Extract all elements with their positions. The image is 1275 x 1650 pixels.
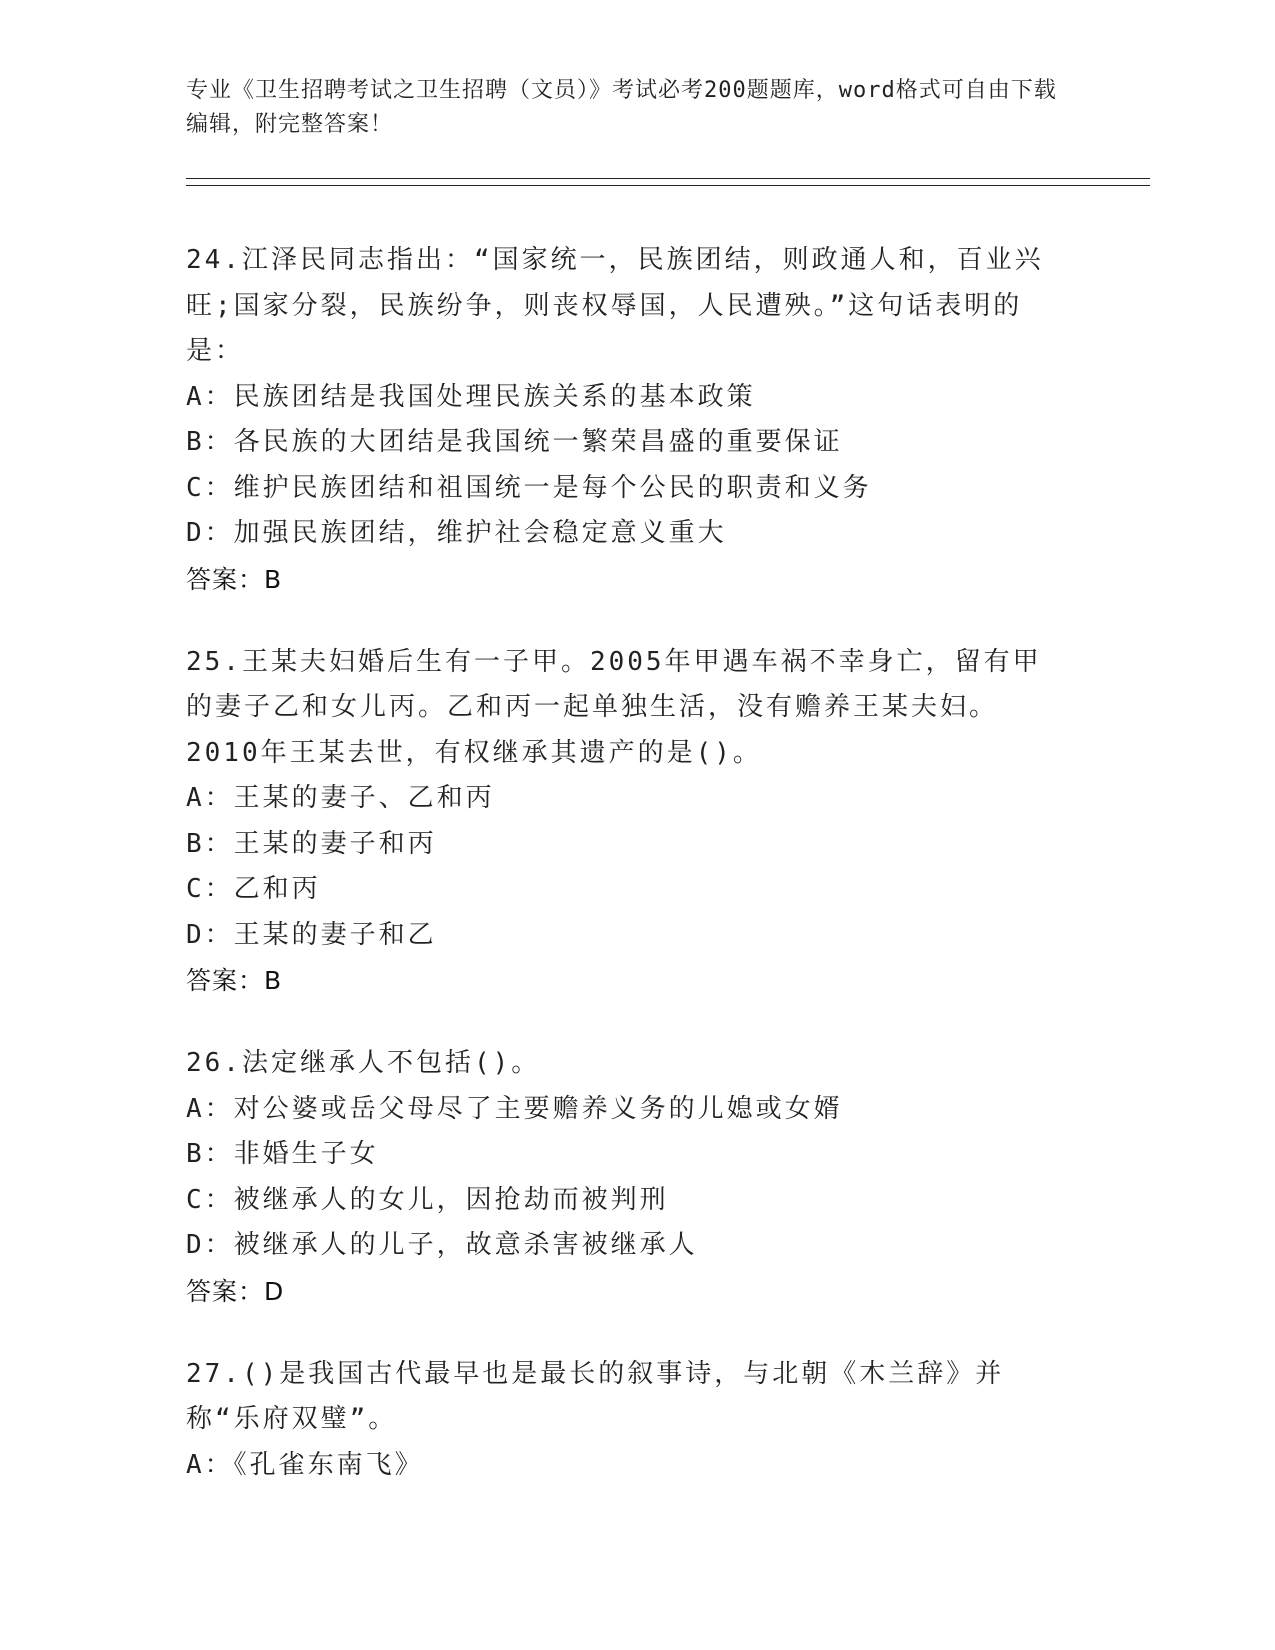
answer-value: B [264,564,283,594]
question-25 [186,640,1150,1004]
answer-label: 答案： [186,564,265,594]
answer-label: 答案： [186,966,265,995]
answer-line [186,1269,1150,1314]
question-26 [186,1041,1150,1314]
question-stem: 24.江泽民同志指出：“国家统一，民族团结，则政通人和，百业兴旺;国家分裂，民族纷争，则丧权辱国，人民遭殃。”这句话表明的是： [186,245,1044,366]
question-stem: 25.王某夫妇婚后生有一子甲。2005年甲遇车祸不幸身亡，留有甲的妻子乙和女儿丙。乙和丙一起单独生活，没有赡养王某夫妇。2010年王某去世，有权继承其遗产的是()。 [186,646,1042,768]
header-double-rule [186,178,1150,186]
question-stem: 27.()是我国古代最早也是最长的叙事诗，与北朝《木兰辞》并称“乐府双璧”。 [186,1358,1005,1434]
question-27 [186,1352,1150,1489]
option-a: A：民族团结是我国处理民族关系的基本政策 [186,381,756,412]
option-d: D：王某的妻子和乙 [186,919,437,950]
answer-value: B [264,966,283,995]
option-c: C：被继承人的女儿，因抢劫而被判刑 [186,1184,669,1215]
option-b: B：各民族的大团结是我国统一繁荣昌盛的重要保证 [186,427,843,457]
option-b: B：非婚生子女 [186,1139,379,1169]
option-b: B：王某的妻子和丙 [186,828,437,859]
option-a: A：对公婆或岳父母尽了主要赡养义务的儿媳或女婿 [186,1093,843,1124]
option-d: D：被继承人的儿子，故意杀害被继承人 [186,1230,698,1260]
option-c: C：维护民族团结和祖国统一是每个公民的职责和义务 [186,472,872,503]
document-header: 专业《卫生招聘考试之卫生招聘（文员）》考试必考200题题库，word格式可自由下载编辑，附完整答案！ [186,78,1057,137]
answer-value: D [264,1276,285,1306]
option-a: A：王某的妻子、乙和丙 [186,783,495,813]
question-24 [186,238,1150,602]
question-list [186,238,1150,1488]
option-c: C：乙和丙 [186,874,321,904]
question-stem: 26.法定继承人不包括()。 [186,1048,541,1078]
answer-line [186,557,1150,602]
document-page [186,74,1150,1526]
answer-label: 答案： [186,1276,265,1306]
option-d: D：加强民族团结，维护社会稳定意义重大 [186,518,727,548]
answer-line [186,958,1150,1003]
option-a: A：《孔雀东南飞》 [186,1449,424,1480]
